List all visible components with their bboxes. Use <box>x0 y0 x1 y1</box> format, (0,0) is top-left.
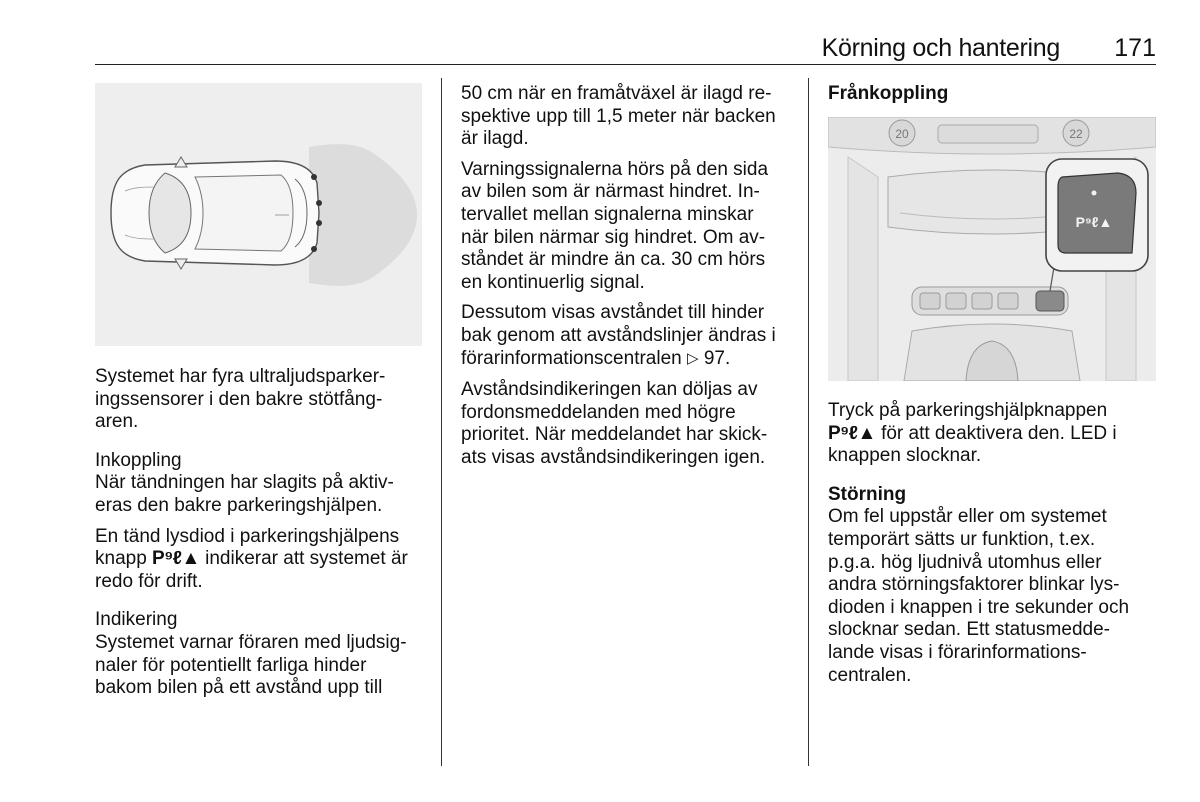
page-reference-arrow-icon: ▷ <box>687 349 699 367</box>
column-2 <box>461 83 796 470</box>
roof <box>195 175 293 251</box>
col2-paragraph-3: Dessutom visas avståndet till hinder bak genom att avståndslinjer ändras i förarinformationscentralen ▷ 97. <box>461 302 776 369</box>
storning-heading: Störning <box>828 483 907 505</box>
col2-paragraph-2: Varningssignalerna hörs på den sida av bilen som är närmast hindret. In- tervallet mellan signalerna minskar när bilen närmar sig hindret. Om av- ståndet är mindre än ca. 30 cm hörs en kontinuerlig signal. <box>461 158 769 293</box>
page-reference-link[interactable]: 97. <box>703 347 731 369</box>
left-mirror <box>175 157 187 167</box>
parking-button-figure <box>828 117 1156 381</box>
parking-assist-button-zoomed <box>1058 173 1136 253</box>
column-3 <box>828 83 1158 106</box>
sensor-2 <box>316 200 322 206</box>
parking-button-label: P⁹ℓ▲ <box>1075 214 1113 230</box>
frankoppling-heading: Frånkoppling <box>828 83 949 104</box>
column-divider-2 <box>808 78 809 766</box>
car-top-view-illustration <box>95 83 422 346</box>
sensor-detection-zone <box>309 144 417 286</box>
parking-button-small <box>1036 291 1064 311</box>
sensor-3 <box>316 220 322 226</box>
sensor-1 <box>311 174 317 180</box>
frankoppling-paragraph: Tryck på parkeringshjälpknappen P⁹ℓ▲ för att deaktivera den. LED i knappen slocknar. <box>828 400 1117 467</box>
climate-left-value: 20 <box>895 127 909 141</box>
intro-paragraph: Systemet har fyra ultraljudsparker- ingssensorer i den bakre stötfång- aren. <box>95 366 386 433</box>
indikering-paragraph: Systemet varnar föraren med ljudsig- naler för potentiellt farliga hinder bakom bilen på ett avstånd upp till <box>95 631 407 699</box>
sensor-4 <box>311 246 317 252</box>
parking-assist-icon-2: P⁹ℓ▲ <box>828 422 876 444</box>
col2-paragraph-4: Avståndsindikeringen kan döljas av fordonsmeddelanden med högre prioritet. När meddelandet har skick- ats visas avståndsindikeringen igen. <box>461 379 768 468</box>
inkoppling-heading: Inkoppling <box>95 449 182 471</box>
inkoppling-paragraph-1: När tändningen har slagits på aktiv- eras den bakre parkeringshjälpen. <box>95 472 394 516</box>
column-1 <box>95 366 430 700</box>
column-3-text <box>828 400 1158 687</box>
inkoppling-paragraph-2: En tänd lysdiod i parkeringshjälpens knapp P⁹ℓ▲ indikerar att systemet är redo för drift. <box>95 525 408 592</box>
column-divider-1 <box>441 78 442 766</box>
parking-assist-icon: P⁹ℓ▲ <box>152 548 200 570</box>
page-title: Körning och hantering <box>821 34 1060 62</box>
climate-right-value: 22 <box>1069 127 1083 141</box>
storning-paragraph: Om fel uppstår eller om systemet temporärt sätts ur funktion, t.ex. p.g.a. hög ljudnivå utomhus eller andra störningsfaktorer blinkar lys- dioden i knappen i tre sekunder och slocknar sedan. Ett statusmedde- lande visas i förarinformations- centralen. <box>828 506 1130 686</box>
parking-sensor-figure <box>95 83 422 346</box>
page-number: 171 <box>1114 34 1156 62</box>
center-console-illustration <box>828 117 1156 381</box>
indikering-heading: Indikering <box>95 609 178 631</box>
right-mirror <box>175 259 187 269</box>
page-header <box>95 30 1156 65</box>
col2-paragraph-1: 50 cm när en framåtväxel är ilagd re- spektive upp till 1,5 meter när backen är ilagd. <box>461 83 776 150</box>
led-indicator <box>1092 191 1097 196</box>
